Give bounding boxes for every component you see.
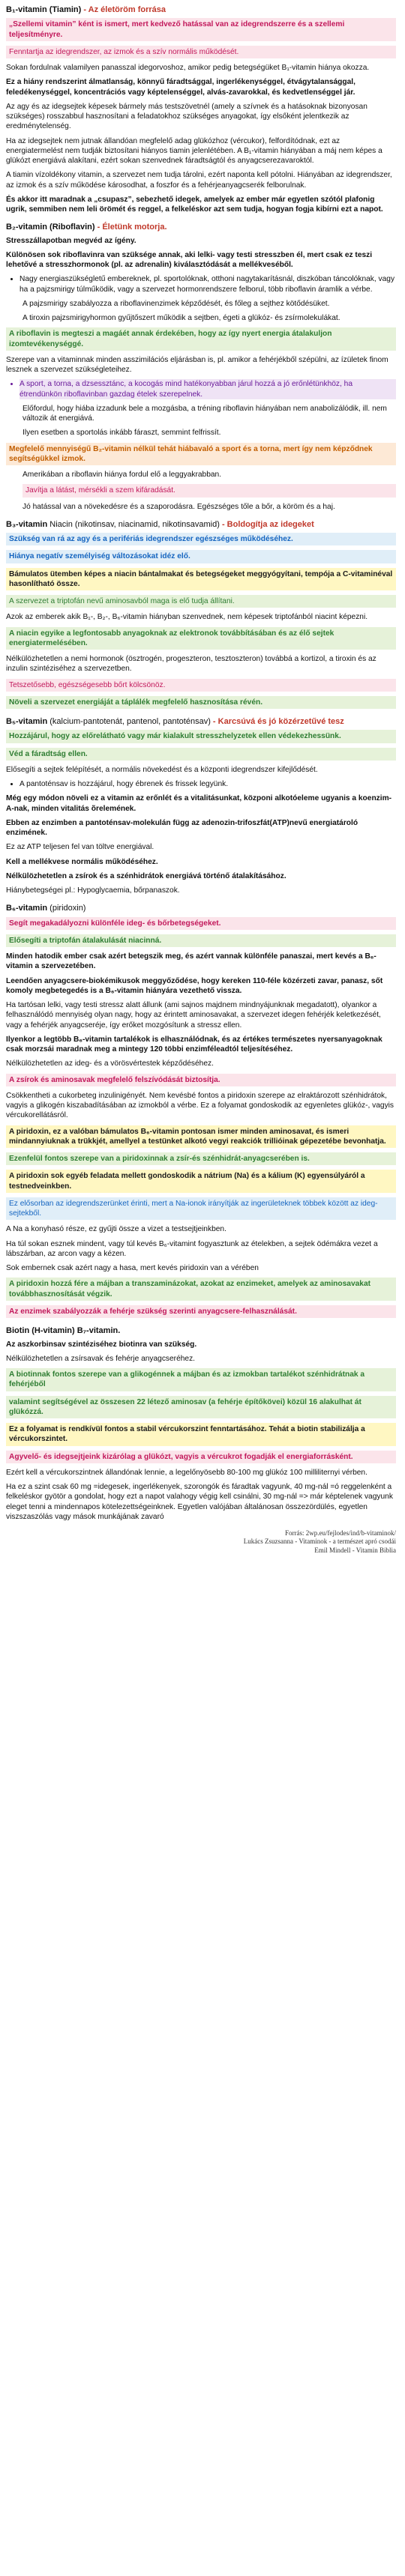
b3-bar7: Növeli a szervezet energiáját a táplálék megfelelő hasznosítása révén. — [6, 696, 396, 709]
b6-bar1: Elősegíti a triptofán átalakulását niacinná. — [6, 934, 396, 947]
b6-p3: Ilyenkor a legtöbb B₆-vitamin tartalékok is elhasználódnak, és az értékes természetes nyersanyagoknak csak morzsái maradnak meg a mintegy 120 többi enzimféleadtól teljesítéséhez. — [6, 1035, 382, 1054]
b1-fenntartja: Fenntartja az idegrendszer, az izmok és a szív normális működését. — [6, 46, 396, 58]
b6-bar3: A piridoxin, ez a valóban bámulatos B₆-vitamin pontosan ismer minden aminosavat, és ismeri mindannyiuknak a trükkjét, amellyel a testünket alkotó vegyi reakciók trillióinak gépezetébe bevonhatja. — [6, 1125, 396, 1149]
b2-lead: Stresszállapotban megvéd az ígény. — [6, 236, 136, 245]
b6-p5: Csökkentheti a cukorbeteg inzulinigényét. Nem kevésbé fontos a piridoxin szerepe az elraktározott szénhidrátok, vagyis a glikogén kiszabadításában az izmokból a vérbe. Ez a folyamat gondoskodik az egyenletes glükóz-, vagyis vércukorellátásról. — [6, 1091, 394, 1120]
b5-title — [6, 716, 396, 727]
section-b3 — [6, 519, 396, 709]
b6-title — [6, 903, 396, 913]
b1-lead: „Szellemi vitamin” ként is ismert, mert kedvező hatással van az idegrendszerre és a szellemi teljesítményre. — [6, 18, 396, 41]
b1-p6: És akkor itt maradnak a „csupasz”, sebezhető idegek, amelyek az ember már egyetlen szótól plafonig ugrik, semmiben nem leli örömét és reggel, a felkeléskor azt sem tudja, hogyan fogja kibírni ezt a napot. — [6, 195, 383, 214]
b2-bar1: A riboflavin is megteszi a magáét annak érdekében, hogy az így nyert energia átalakuljon izomtevékenységgé. — [6, 327, 396, 351]
b5-title-text: B₅-vitamin — [6, 717, 48, 727]
b6-p1b: Leendően anyagcsere-biokémikusok meggyőződése, hogy kereken 110-féle közérzeti zavar, panasz, sőt komoly megbetegedés is a B₆-vitamin hiányára vezethető vissza. — [6, 976, 383, 995]
b2-p2: Szerepe van a vitaminnak minden asszimilációs eljárásban is, pl. amikor a fehérjékből szépülni, az ízületek finom lesznek a szervezet szükségleteihez. — [6, 355, 388, 375]
biotin-title: Biotin (H-vitamin) B₇-vitamin. — [6, 1326, 121, 1336]
b2-p3: Amerikában a riboflavin hiánya fordul elő a leggyakrabban. — [22, 471, 222, 480]
b1-title-accent: - Az életöröm forrása — [81, 5, 166, 14]
b5-p2: Még egy módon növeli ez a vitamin az erőnlét és a vitalitásunkat, közponi alkotóeleme ugyanis a koenzim-A-nak, minden vitalitás õrelemének. — [6, 794, 392, 813]
b5-p1: Elősegíti a sejtek felépítését, a normális növekedést és a központi idegrendszer kifejlődését. — [6, 765, 318, 774]
b3-bar3: Bámulatos ütemben képes a niacin bántalmakat és betegségeket meggyógyítani, tempója a C-vitaminéval hasonlítható össze. — [6, 568, 396, 591]
b6-bar5: A piridoxin sok egyéb feladata mellett gondoskodik a nátrium (Na) és a kálium (K) egyensúlyáról a testnedveinkben. — [6, 1170, 396, 1193]
footer-line-2: Lukács Zsuzsanna - Vitaminok - a természet apró csodái — [243, 1538, 396, 1546]
section-b6 — [6, 903, 396, 1318]
biotin-lead: Az aszkorbinsav szintéziséhez biotinra van szükség. — [6, 1340, 197, 1349]
section-b1 — [6, 4, 396, 214]
b6-title-rest: (piridoxin) — [47, 904, 86, 913]
section-b5 — [6, 716, 396, 895]
biotin-bar2: Ez a folyamat is rendkívül fontos a stabil vércukorszint fenntartásához. Tehát a biotin stabilizálja a vércukorszintet. — [6, 1423, 396, 1446]
b2-li1b: A pajzsmirigy szabályozza a riboflavinenzimek képződését, és főleg a sejthez kötődésüket. — [22, 299, 330, 308]
b2-li2c: Ilyen esetben a sportolás inkább fáraszt, semmint felfrissít. — [22, 429, 221, 438]
b6-p1: Minden hatodik ember csak azért betegszik meg, és azért vannak különféle panaszai, mert kevés a B₆-vitamin a szervezetében. — [6, 952, 376, 971]
biotin-bar1: A biotinnak fontos szerepe van a glikogénnek a májban és az izmokban tartalékot szénhidrátnak a fehérjéből — [6, 1368, 396, 1391]
biotin-p1: Nélkülözhetetlen a zsírsavak és fehérje anyagcseréhez. — [6, 1354, 195, 1363]
b3-p2: Nélkülözhetetlen a nemi hormonok (ösztrogén, progeszteron, tesztoszteron) továbbá a kortizol, a tiroxin és az inzulin szintéziséhez a szervezetben. — [6, 655, 376, 674]
b2-li2: • A sport, a torna, a dzsessztánc, a kocogás mind hatékonyabban járul hozzá a jó erőnlétünkhöz, ha étrendünkön riboflavinban gazdag ételek szerepelnek. — [20, 379, 396, 399]
b2-p1: Különösen sok riboflavinra van szüksége annak, aki lelki- vagy testi stresszben él, mert csak ez teszi lehetővé a stresszhormonok (pl. az adrenalin) kiválasztódását a mellékveséből. — [6, 250, 373, 270]
b3-bar4: A szervezet a triptofán nevű aminosavból maga is elő tudja állítani. — [6, 595, 396, 608]
b6-bar6: A piridoxin hozzá fére a májban a transzaminázokat, azokat az enzimeket, amelyek az aminosavakat továbbhasznosítását végzik. — [6, 1278, 396, 1301]
b1-p4: Ha az idegsejtek nem jutnak állandóan megfelelő adag glükózhoz (vércukor), felfordítódnak, ezt az energiatermelést nem tudják biztosítani hiányos tiamin jelenlétében. A B₁-vitamin hiányában a máj nem képes a glükózt energiává alakítani, ezért sokan szenvednek fáradtságtól és anyagcserezavaroktól. — [6, 136, 382, 166]
b2-li1c: A tiroxin pajzsmirigyhormon gyűjtőszert működik a sejtben, égeti a glükóz- és zsírmolekulákat. — [22, 314, 340, 323]
biotin-bar3: Agyvelő- és idegsejtjeink kizárólag a glükózt, vagyis a vércukrot fogadják el energiaforrásként. — [6, 1451, 396, 1463]
b5-p5: Nélkülözhetetlen a zsírok és a szénhidrátok energiává történő átalakításához. — [6, 871, 286, 880]
b1-title — [6, 4, 396, 15]
b5-p4: Kell a mellékvese normális működéséhez. — [6, 857, 158, 866]
b6-subtitle: Segít megakadályozni különféle ideg- és bőrbetegségeket. — [6, 917, 396, 930]
b6-p7: Ha túl sokan esznek mindent, vagy túl kevés B₆-vitamint fogyasztunk az ételekben, a sejtek ödémákra vezet a lábszárban, az arcon vagy a kézen. — [6, 1239, 378, 1258]
b1-p3: Az agy és az idegsejtek képesek bármely más testszövetnél (amely a szívnek és a hatásoknak bizonyosan szükséges) rosszabbul hasznosítani a feladatokhoz szükséges anyagokat, így elsőként jelentkezik az eredménytelenség. — [6, 102, 368, 131]
b2-title-text: B₂-vitamin (Riboflavin) — [6, 223, 95, 232]
b3-title-accent: - Boldogítja az idegeket — [219, 519, 314, 529]
b5-list — [20, 779, 396, 789]
footer-line-1: Forrás: 2wp.eu/fejlodes/ind/b-vitaminok/ — [285, 1529, 396, 1538]
footer-line-3: Emil Mindell - Vitamin Biblia — [314, 1546, 396, 1554]
b5-title-rest: (kalcium-pantotenát, pantenol, pantoténsav) — [47, 717, 211, 727]
b1-title-text: B₁-vitamin (Tiamin) — [6, 5, 82, 14]
b1-p2: Ez a hiány rendszerint álmatlanság, könnyű fáradtsággal, ingerlékenységgel, étvágytalansággal, feledékenységgel, koncentrációs vagy képtelenséggel, alvás-zavarokkal, és kedvetlenséggel jár. — [6, 78, 356, 97]
section-b2 — [6, 222, 396, 512]
b3-title-text: B₃-vitamin — [6, 519, 48, 529]
biotin-p2: Ezért kell a vércukorszintnek állandónak lennie, a legelőnyösebb 80-100 mg glükóz 100 milliliternyi vérben. — [6, 1468, 368, 1477]
b2-title-accent: - Életünk motorja. — [94, 223, 167, 232]
b5-bar1: Hozzájárul, hogy az előrelátható vagy már kialakult stresszhelyzetek ellen védekezhessünk. — [6, 730, 396, 743]
b3-bar2: Hiánya negatív személyiség változásokat idéz elő. — [6, 550, 396, 563]
b5-p3b: Ez az ATP teljesen fel van töltve energiával. — [6, 843, 154, 852]
b2-li2b: Előfordul, hogy hiába izzadunk bele a mozgásba, a tréning riboflavin hiányában nem anabolizálódik, ill. nem változik át energiává. — [22, 404, 387, 423]
b2-bar2: Megfelelő mennyiségű B₂-vitamin nélkül tehát hiábavaló a sport és a torna, mert így nem képződnek segítségükkel izmok. — [6, 443, 396, 466]
b2-list-2 — [20, 379, 396, 399]
b6-bar4: Ezenfelül fontos szerepe van a piridoxinnak a zsír-és szénhidrát-anyagcserében is. — [6, 1152, 396, 1165]
b3-title — [6, 519, 396, 530]
biotin-bar1b: valamint segítségével az összesen 22 létező aminosav (a fehérje építőkövei) közül 16 alakulhat át glükózzá. — [6, 1396, 396, 1419]
section-biotin — [6, 1325, 396, 1522]
b3-title-rest: Niacin (nikotinsav, niacinamid, nikotinsavamid) — [47, 519, 220, 529]
b6-p2: Ha tartósan lelki, vagy testi stressz alatt állunk (ami sajnos majdnem mindnyájunknak megadatott), olyankor a felhasználódó mennyiség olyan nagy, hogy az érintett aminosavakat, a szervezet idegen fehérjék keletkezését, vagy a fehérjék anyagcseréje, így erőket mozgósítunk a stressz ellen. — [6, 1001, 381, 1030]
b1-p5: A tiamin vízoldékony vitamin, a szervezet nem tudja tárolni, ezért naponta kell pótolni. Hiányában az idegrendszer, az izmok és a szív működése károsodhat, a foszfor és a fehérjeanyagcserék felborulnak. — [6, 171, 392, 190]
source-footer — [6, 1529, 396, 1555]
b6-title-text: B₆-vitamin — [6, 904, 48, 913]
b5-p3: Ebben az enzimben a pantoténsav-molekulán függ az adenozin-trifoszfát(ATP)nevű energiatároló enzimének. — [6, 818, 358, 838]
b6-p8: Sok embernek csak azért nagy a hasa, mert kevés piridoxin van a vérében — [6, 1264, 259, 1273]
b6-p4: Nélkülözhetetlen az ideg- és a vörösvértestek képződéséhez. — [6, 1059, 214, 1068]
b5-bar2: Véd a fáradtság ellen. — [6, 748, 396, 761]
b3-bar6: Tetszetősebb, egészségesebb bőrt kölcsönöz. — [6, 679, 396, 692]
b1-p1: Sokan fordulnak valamilyen panasszal idegorvoshoz, amikor pedig betegségüket B₁-vitamin hiánya okozza. — [6, 64, 370, 73]
b2-p4: Jó hatással van a növekedésre és a szaporodásra. Egészséges tőle a bőr, a köröm és a haj. — [22, 502, 335, 511]
b2-bar3: Javítja a látást, mérsékli a szem kifáradását. — [22, 484, 396, 497]
b6-bar2: A zsírok és aminosavak megfelelő felszívódását biztosítja. — [6, 1074, 396, 1086]
b2-li1: • Nagy energiaszükségletű embereknek, pl. sportolóknak, otthoni nagytakarításnál, diszkóban táncolóknak, vagy ha a pajzsmirigy túlműködik, vagy a szervezet hormonrendszere felborul, több riboflavin áramlik a vérbe. — [20, 274, 396, 294]
b5-title-accent: - Karcsúvá és jó közérzetűvé tesz — [210, 717, 344, 727]
b2-list-1 — [20, 274, 396, 294]
biotin-p3: Ha ez a szint csak 60 mg =idegesek, ingerlékenyek, szorongók és fáradtak vagyunk, 40 mg-nál =ó reggelenként a felkeléskor gyötör a gondolat, hogy ezt a napot valahogy végig kell csinálni, 30 mg-nál => már képtelenek vagyunk eleget tenni a mindennapos kötelezettségeinknek. Egyetlen valójában általánosan összezördülés, egyetlen viszszaszólás vagy mások munkájának zavaró — [6, 1483, 393, 1521]
b3-bar5: A niacin egyike a legfontosabb anyagoknak az elektronok továbbításában és az élő sejtek energiatermelésében. — [6, 627, 396, 650]
b6-bar5b: Ez elősorban az idegrendszerünket érinti, mert a Na-ionok irányítják az ingerületeknek többek között az ideg-sejtekből. — [6, 1197, 396, 1221]
b6-p6: A Na a konyhasó része, ez gyűjti össze a vizet a testsejtjeinkben. — [6, 1225, 226, 1234]
b5-li1: • A pantoténsav is hozzájárul, hogy ébrenek és frissek legyünk. — [20, 779, 396, 789]
b3-p1: Azok az emberek akik B₁-, B₂-, B₆-vitamin hiányban szenvednek, nem képesek triptofánból niacint képezni. — [6, 613, 368, 622]
b6-bar7: Az enzimek szabályozzák a fehérje szükség szerinti anyagcsere-felhasználását. — [6, 1305, 396, 1318]
b2-title — [6, 222, 396, 232]
b3-bar1: Szükség van rá az agy és a perifériás idegrendszer egészséges működéséhez. — [6, 533, 396, 545]
b5-p6: Hiánybetegségei pl.: Hypoglycaemia, bőrpanaszok. — [6, 886, 180, 895]
